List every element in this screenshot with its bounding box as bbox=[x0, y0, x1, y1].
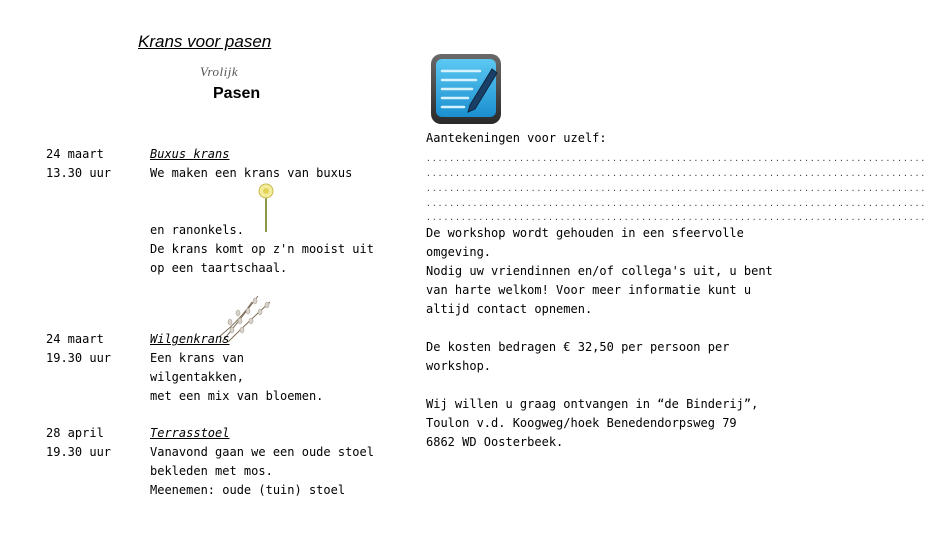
info-line: Nodig uw vriendinnen en/of collega's uit, u bent bbox=[426, 264, 773, 278]
event-3-date: 28 april bbox=[46, 426, 104, 440]
info-line: De workshop wordt gehouden in een sfeervolle bbox=[426, 226, 744, 240]
event-3-line: Vanavond gaan we een oude stoel bbox=[150, 445, 374, 459]
page-title: Krans voor pasen bbox=[138, 32, 272, 51]
notes-line: ...................................................................................... bbox=[426, 213, 926, 222]
notes-line: ...................................................................................... bbox=[426, 184, 926, 193]
event-3-name: Terrasstoel bbox=[150, 426, 230, 440]
price-line: De kosten bedragen € 32,50 per persoon per bbox=[426, 340, 730, 354]
info-line: altijd contact opnemen. bbox=[426, 302, 593, 316]
ranunculus-flower-image bbox=[255, 182, 277, 234]
event-1-line: De krans komt op z'n mooist uit bbox=[150, 242, 374, 256]
event-2-time: 19.30 uur bbox=[46, 351, 112, 365]
event-1-line: We maken een krans van buxus bbox=[150, 166, 353, 180]
event-2-date: 24 maart bbox=[46, 332, 104, 346]
event-2-name: Wilgenkrans bbox=[150, 332, 230, 346]
event-3-line: bekleden met mos. bbox=[150, 464, 273, 478]
address-line: 6862 WD Oosterbeek. bbox=[426, 435, 564, 449]
event-1-time: 13.30 uur bbox=[46, 166, 112, 180]
info-line: omgeving. bbox=[426, 245, 492, 259]
address-line: Toulon v.d. Koogweg/hoek Benedendorpsweg 79 bbox=[426, 416, 737, 430]
notes-line: ...................................................................................... bbox=[426, 169, 926, 178]
event-3-line: Meenemen: oude (tuin) stoel bbox=[150, 483, 346, 497]
event-1-line: en ranonkels. bbox=[150, 223, 244, 237]
notes-heading: Aantekeningen voor uzelf: bbox=[426, 131, 607, 145]
event-2-line: met een mix van bloemen. bbox=[150, 389, 324, 403]
greeting-script: Vrolijk bbox=[200, 64, 239, 79]
price-line: workshop. bbox=[426, 359, 492, 373]
address-line: Wij willen u graag ontvangen in “de Binderij”, bbox=[426, 397, 759, 411]
notes-line: ...................................................................................... bbox=[426, 154, 926, 163]
event-1-line: op een taartschaal. bbox=[150, 261, 288, 275]
notepad-pen-icon bbox=[430, 53, 502, 125]
event-2-line: Een krans van bbox=[150, 351, 244, 365]
event-1-date: 24 maart bbox=[46, 147, 104, 161]
notes-line: ...................................................................................... bbox=[426, 199, 926, 208]
event-1-name: Buxus krans bbox=[150, 147, 230, 161]
event-3-time: 19.30 uur bbox=[46, 445, 112, 459]
info-line: van harte welkom! Voor meer informatie kunt u bbox=[426, 283, 752, 297]
event-2-line: wilgentakken, bbox=[150, 370, 244, 384]
greeting-title: Pasen bbox=[213, 85, 261, 102]
